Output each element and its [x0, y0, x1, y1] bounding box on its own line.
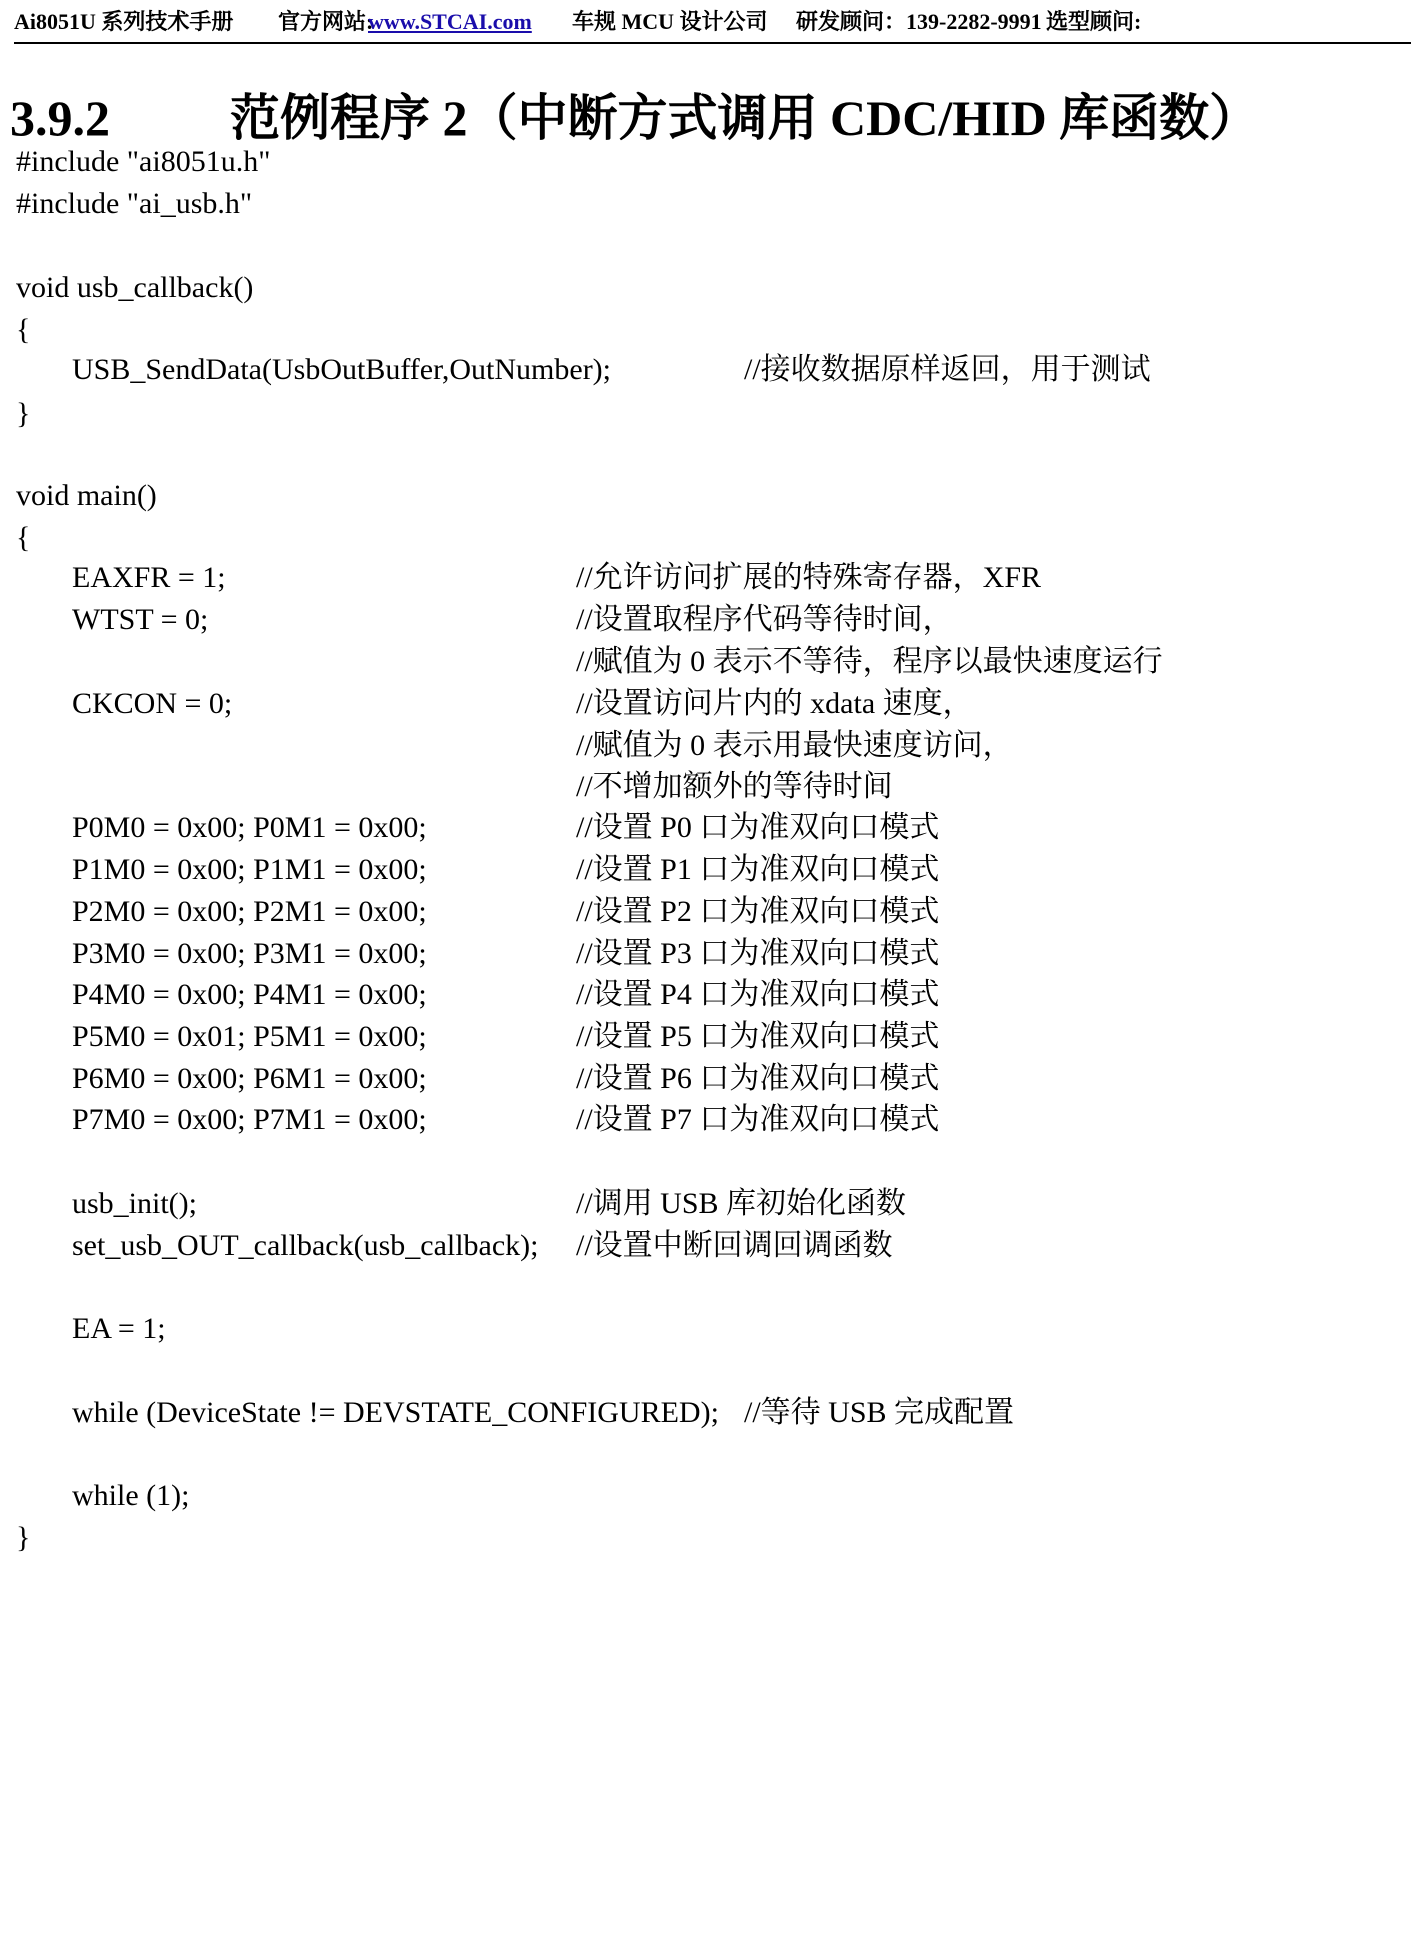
- code-line-main-brace-open: {: [16, 521, 31, 554]
- code-line-main-brace-close: }: [16, 1521, 31, 1554]
- rd-contact: 研发顾问：139-2282-9991: [796, 9, 1042, 34]
- code-line-port-p0: P0M0 = 0x00; P0M1 = 0x00;: [72, 811, 427, 844]
- manual-title: Ai8051U 系列技术手册: [14, 9, 234, 34]
- code-comment-usb-init: //调用 USB 库初始化函数: [576, 1187, 907, 1220]
- code-line-brace-close: }: [16, 397, 31, 430]
- code-line-port-p6: P6M0 = 0x00; P6M1 = 0x00;: [72, 1062, 427, 1095]
- code-line-callback-signature: void usb_callback(): [16, 271, 254, 304]
- code-comment-ckcon-1: //设置访问片内的 xdata 速度，: [576, 687, 973, 720]
- code-line-ea: EA = 1;: [72, 1312, 166, 1345]
- code-line-port-p2: P2M0 = 0x00; P2M1 = 0x00;: [72, 895, 427, 928]
- website-link[interactable]: www.STCAI.com: [368, 9, 532, 34]
- section-title: 范例程序 2（中断方式调用 CDC/HID 库函数）: [230, 90, 1260, 146]
- code-line-port-p1: P1M0 = 0x00; P1M1 = 0x00;: [72, 853, 427, 886]
- code-line-port-p7: P7M0 = 0x00; P7M1 = 0x00;: [72, 1103, 427, 1136]
- code-comment-send-data: //接收数据原样返回，用于测试: [744, 353, 1151, 386]
- code-line-eaxfr: EAXFR = 1;: [72, 561, 226, 594]
- code-line-include1: #include "ai8051u.h": [16, 145, 271, 178]
- code-comment-ckcon-3: //不增加额外的等待时间: [576, 770, 893, 803]
- code-comment-port-p5: //设置 P5 口为准双向口模式: [576, 1020, 940, 1053]
- code-line-ckcon: CKCON = 0;: [72, 687, 233, 720]
- section-number: 3.9.2: [10, 90, 110, 146]
- code-line-main-signature: void main(): [16, 479, 157, 512]
- selection-contact: 选型顾问:: [1046, 9, 1142, 34]
- code-comment-wtst-1: //设置取程序代码等待时间，: [576, 603, 953, 636]
- website-label: 官方网站:: [278, 9, 374, 34]
- code-line-send-data: USB_SendData(UsbOutBuffer,OutNumber);: [72, 353, 612, 386]
- company-tagline: 车规 MCU 设计公司: [572, 9, 768, 34]
- code-line-wait-configured: while (DeviceState != DEVSTATE_CONFIGURED);: [72, 1396, 719, 1429]
- code-line-port-p5: P5M0 = 0x01; P5M1 = 0x00;: [72, 1020, 427, 1053]
- code-comment-set-callback: //设置中断回调回调函数: [576, 1229, 893, 1262]
- code-comment-port-p4: //设置 P4 口为准双向口模式: [576, 978, 940, 1011]
- code-comment-port-p2: //设置 P2 口为准双向口模式: [576, 895, 940, 928]
- code-line-port-p4: P4M0 = 0x00; P4M1 = 0x00;: [72, 978, 427, 1011]
- code-comment-wtst-2: //赋值为 0 表示不等待，程序以最快速度运行: [576, 645, 1163, 678]
- code-comment-port-p3: //设置 P3 口为准双向口模式: [576, 937, 940, 970]
- code-comment-wait-configured: //等待 USB 完成配置: [744, 1396, 1015, 1429]
- code-comment-port-p1: //设置 P1 口为准双向口模式: [576, 853, 940, 886]
- code-line-usb-init: usb_init();: [72, 1187, 197, 1220]
- code-line-main-loop: while (1);: [72, 1479, 190, 1512]
- code-comment-port-p7: //设置 P7 口为准双向口模式: [576, 1103, 940, 1136]
- code-comment-ckcon-2: //赋值为 0 表示用最快速度访问，: [576, 729, 1013, 762]
- code-line-port-p3: P3M0 = 0x00; P3M1 = 0x00;: [72, 937, 427, 970]
- code-line-set-callback: set_usb_OUT_callback(usb_callback);: [72, 1229, 539, 1262]
- code-line-brace-open: {: [16, 313, 31, 346]
- code-comment-port-p0: //设置 P0 口为准双向口模式: [576, 811, 940, 844]
- code-line-include2: #include "ai_usb.h": [16, 187, 253, 220]
- code-comment-port-p6: //设置 P6 口为准双向口模式: [576, 1062, 940, 1095]
- code-comment-eaxfr: //允许访问扩展的特殊寄存器，XFR: [576, 561, 1042, 594]
- code-line-wtst: WTST = 0;: [72, 603, 209, 636]
